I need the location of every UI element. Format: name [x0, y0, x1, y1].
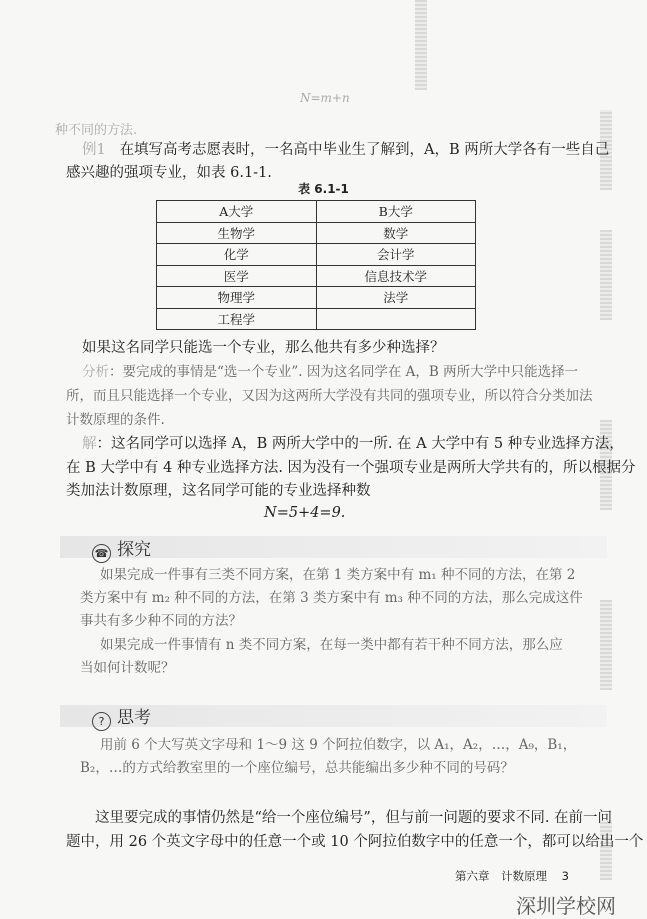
- explore-line-4: 如果完成一件事情有 n 类不同方案，在每一类中都有若干种不同方法，那么应: [100, 637, 563, 653]
- watermark: 深圳学校网: [516, 894, 616, 918]
- bleed-through-mark: [600, 600, 612, 690]
- solution-line-1: 解：这名同学可以选择 A，B 两所大学中的一所. 在 A 大学中有 5 种专业选择方法，: [82, 436, 624, 452]
- header-formula: N=m+n: [300, 91, 350, 105]
- explore-line-5: 当如何计数呢？: [80, 660, 175, 676]
- table-row: 医学 信息技术学: [157, 265, 476, 287]
- previous-text: 种不同的方法.: [55, 123, 138, 138]
- think-line-2: B₂，…的方式给教室里的一个座位编号，总共能编出多少种不同的号码？: [80, 760, 514, 776]
- solution-line-3: 类加法计数原理，这名同学可能的专业选择种数: [66, 483, 371, 499]
- body-line-2: 题中，用 26 个英文字母中的任意一个或 10 个阿拉伯数字中的任意一个，都可以给出一个: [66, 834, 644, 850]
- table-row: 生物学 数学: [157, 222, 476, 244]
- table-row: 化学 会计学: [157, 244, 476, 266]
- explore-heading: ☎ 探究: [92, 535, 151, 563]
- solution-line-2: 在 B 大学中有 4 种专业选择方法. 因为没有一个强项专业是两所大学共有的，所以根据分: [66, 460, 636, 476]
- analysis-line-1: 分析：要完成的事情是“选一个专业”. 因为这名同学在 A，B 两所大学中只能选择一: [82, 364, 579, 380]
- example-line-2: 感兴趣的强项专业，如表 6.1-1.: [66, 165, 272, 181]
- think-heading: ? 思考: [92, 703, 151, 731]
- example-line-1: 例1 在填写高考志愿表时，一名高中毕业生了解到，A，B 两所大学各有一些自己: [82, 142, 610, 158]
- think-line-1: 用前 6 个大写英文字母和 1～9 这 9 个阿拉伯数字，以 A₁，A₂，…，A₉，B₁，: [100, 737, 577, 753]
- body-line-1: 这里要完成的事情仍然是“给一个座位编号”，但与前一问题的要求不同. 在前一问: [95, 810, 613, 826]
- question: 如果这名同学只能选一个专业，那么他共有多少种选择？: [82, 340, 445, 356]
- table-row: 工程学: [157, 308, 476, 330]
- question-mark-icon: ?: [92, 712, 111, 731]
- explore-icon: ☎: [92, 544, 111, 563]
- table-header-row: A大学 B大学: [157, 201, 476, 223]
- analysis-line-3: 计数原理的条件.: [66, 412, 165, 428]
- bleed-through-mark: [415, 0, 427, 90]
- page-footer: 第六章 计数原理 3: [455, 869, 569, 883]
- explore-line-3: 事共有多少种不同的方法？: [80, 613, 242, 629]
- example-label: 例1: [82, 142, 106, 158]
- solution-formula: N=5+4=9.: [264, 505, 346, 521]
- page-number: 3: [561, 869, 569, 883]
- table-title: 表 6.1-1: [298, 182, 349, 196]
- explore-line-2: 类方案中有 m₂ 种不同的方法，在第 3 类方案中有 m₃ 种不同的方法，那么完成这件: [80, 590, 583, 606]
- bleed-through-mark: [600, 230, 612, 320]
- analysis-line-2: 所，而且只能选择一个专业，又因为这两所大学没有共同的强项专业，所以符合分类加法: [66, 388, 593, 404]
- majors-table: [156, 200, 476, 330]
- explore-line-1: 如果完成一件事有三类不同方案，在第 1 类方案中有 m₁ 种不同的方法，在第 2: [100, 567, 576, 583]
- table-row: 物理学 法学: [157, 287, 476, 309]
